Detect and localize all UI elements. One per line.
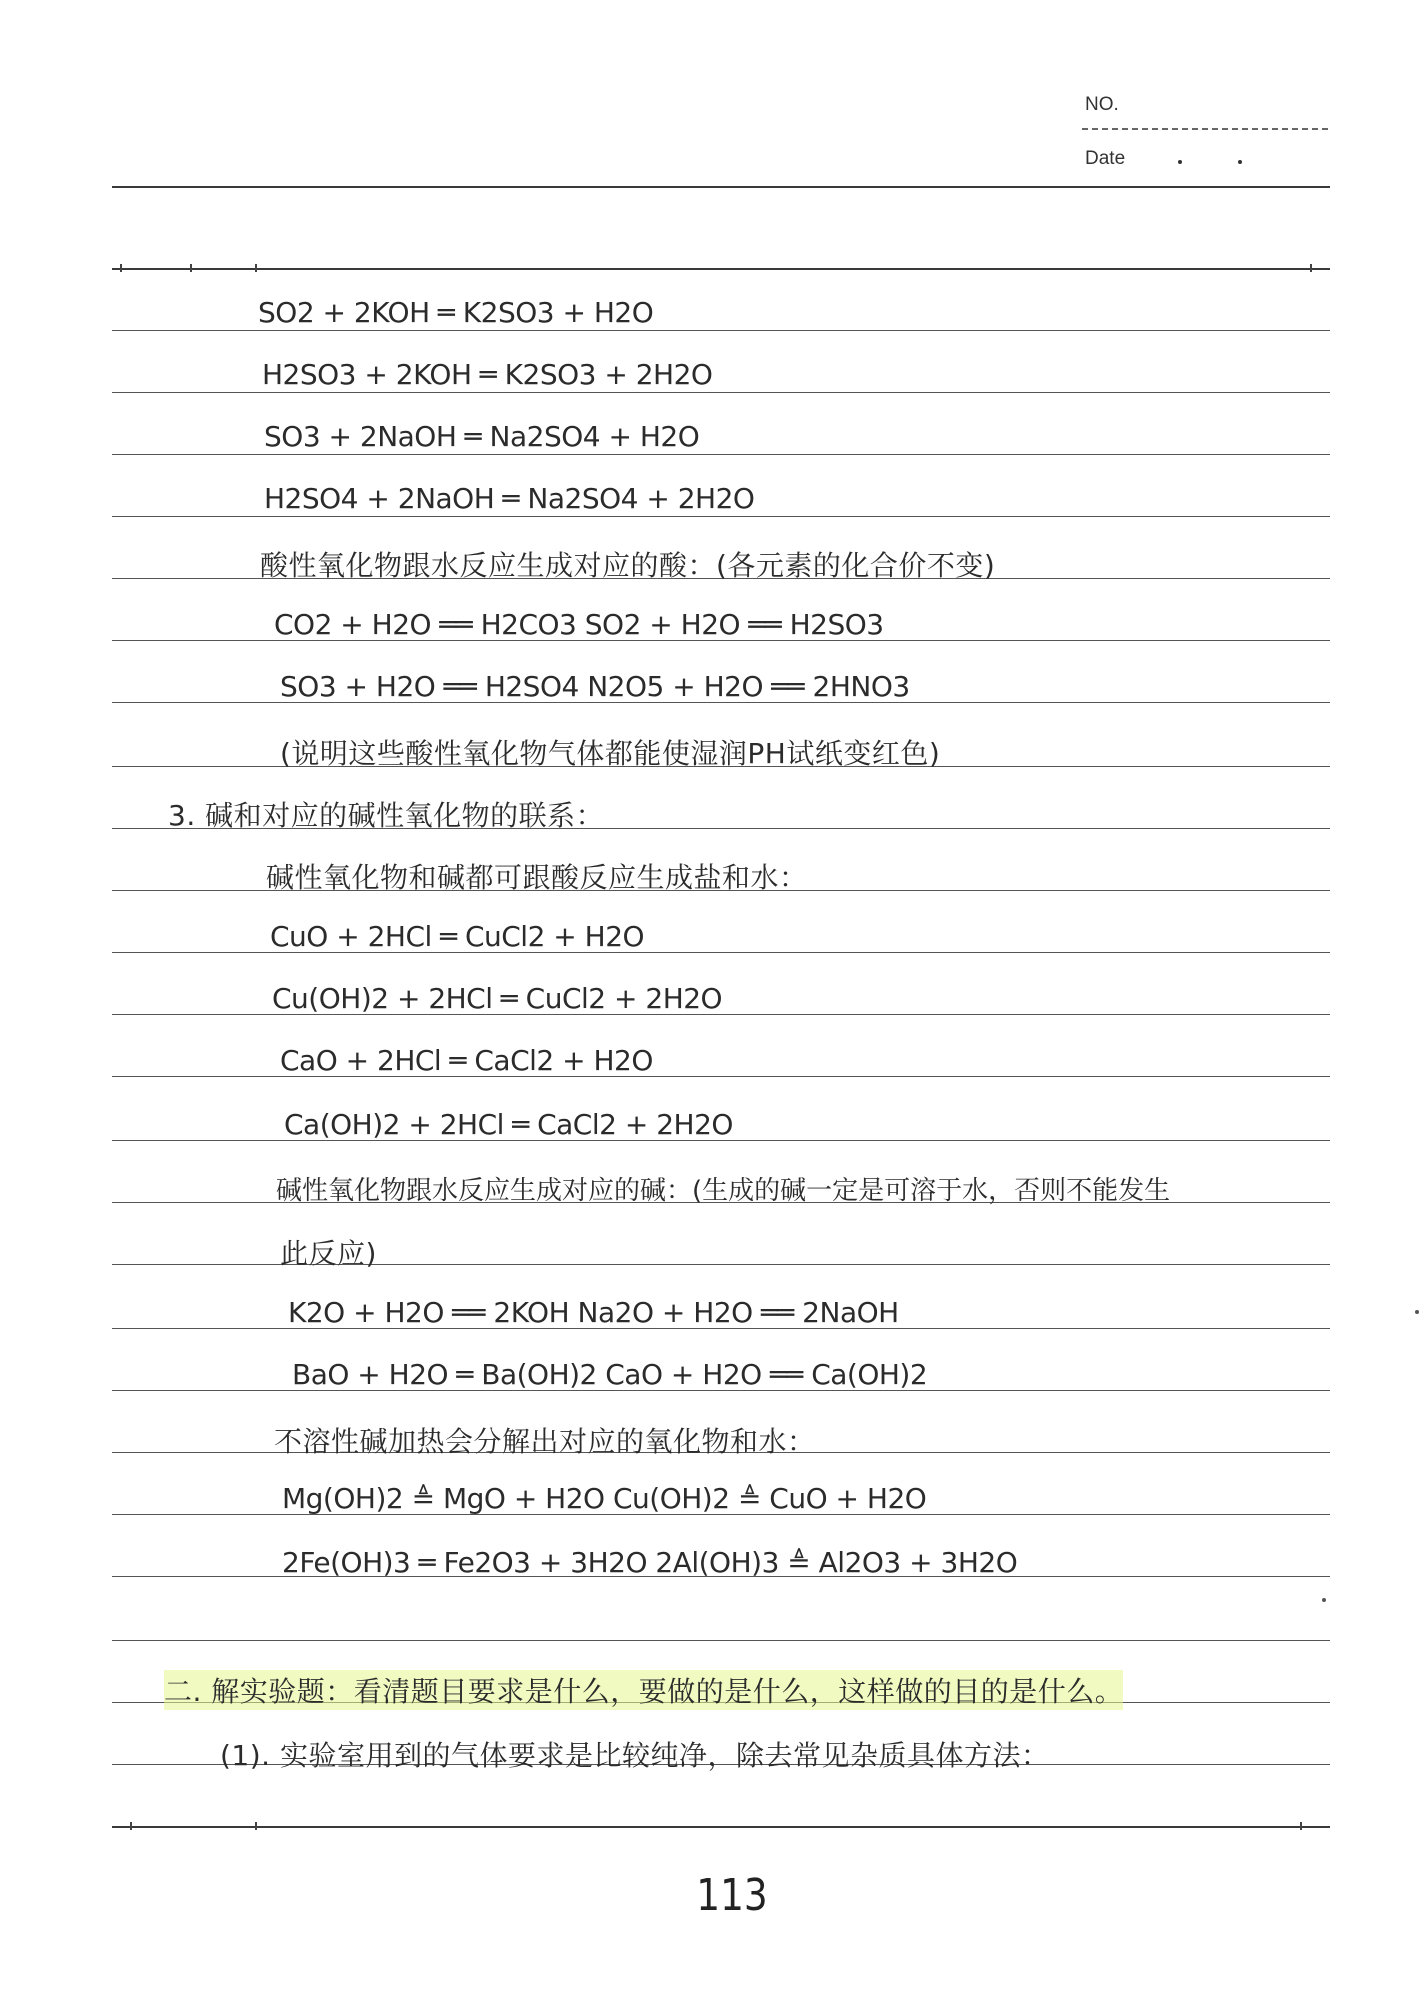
note-line: 不溶性碱加热会分解出对应的氧化物和水：: [274, 1425, 816, 1458]
ruled-line: [112, 268, 1330, 270]
equation-line: SO2 + 2KOH ═ K2SO3 + H2O: [258, 296, 654, 329]
ruled-line: [112, 330, 1330, 331]
equation-line: SO3 + H2O ══ H2SO4 N2O5 + H2O ══ 2HNO3: [280, 670, 910, 703]
tick-mark: [1310, 264, 1312, 272]
date-dot: [1178, 160, 1182, 164]
equation-line: Cu(OH)2 + 2HCl ═ CuCl2 + 2H2O: [272, 982, 723, 1015]
tick-mark: [120, 264, 122, 272]
equation-line: Mg(OH)2 ≜ MgO + H2O Cu(OH)2 ≜ CuO + H2O: [282, 1482, 927, 1515]
note-line: 此反应): [280, 1237, 377, 1270]
no-label: NO.: [1085, 94, 1119, 115]
header-rule: [112, 186, 1330, 188]
no-dashed-line: [1082, 128, 1328, 130]
ruled-line: [112, 516, 1330, 517]
equation-line: 2Fe(OH)3 ═ Fe2O3 + 3H2O 2Al(OH)3 ≜ Al2O3 + 3H2O: [282, 1546, 1018, 1579]
equation-line: H2SO4 + 2NaOH ═ Na2SO4 + 2H2O: [264, 482, 755, 515]
tick-mark: [190, 264, 192, 272]
page-number: 113: [696, 1870, 768, 1921]
equation-line: H2SO3 + 2KOH ═ K2SO3 + 2H2O: [262, 358, 713, 391]
section-heading: 二. 解实验题：看清题目要求是什么，要做的是什么，这样做的目的是什么。: [164, 1670, 1123, 1710]
note-line: (1). 实验室用到的气体要求是比较纯净，除去常见杂质具体方法：: [220, 1739, 1050, 1772]
equation-line: CuO + 2HCl ═ CuCl2 + H2O: [270, 920, 645, 953]
note-line: 碱性氧化物跟水反应生成对应的碱：(生成的碱一定是可溶于水，否则不能发生: [276, 1176, 1171, 1206]
ruled-line: [112, 1640, 1330, 1641]
scan-speck: [1415, 1310, 1419, 1314]
equation-line: BaO + H2O ═ Ba(OH)2 CaO + H2O ══ Ca(OH)2: [292, 1358, 928, 1391]
equation-line: Ca(OH)2 + 2HCl ═ CaCl2 + 2H2O: [284, 1108, 733, 1141]
date-label: Date: [1085, 148, 1126, 169]
note-line: 酸性氧化物跟水反应生成对应的酸：(各元素的化合价不变): [260, 549, 996, 582]
equation-line: SO3 + 2NaOH ═ Na2SO4 + H2O: [264, 420, 700, 453]
tick-mark: [1300, 1822, 1302, 1830]
date-dot: [1238, 160, 1242, 164]
tick-mark: [255, 264, 257, 272]
ruled-line: [112, 392, 1330, 393]
ruled-line: [112, 1826, 1330, 1828]
tick-mark: [130, 1822, 132, 1830]
equation-line: CaO + 2HCl ═ CaCl2 + H2O: [280, 1044, 653, 1077]
equation-line: K2O + H2O ══ 2KOH Na2O + H2O ══ 2NaOH: [288, 1296, 899, 1329]
section-heading: 3. 碱和对应的碱性氧化物的联系：: [168, 799, 605, 832]
equation-line: CO2 + H2O ══ H2CO3 SO2 + H2O ══ H2SO3: [274, 608, 884, 641]
ruled-line: [112, 454, 1330, 455]
note-line: 碱性氧化物和碱都可跟酸反应生成盐和水：: [266, 861, 808, 894]
scan-speck: [1322, 1598, 1326, 1602]
note-line: (说明这些酸性氧化物气体都能使湿润PH试纸变红色): [280, 737, 941, 770]
tick-mark: [255, 1822, 257, 1830]
